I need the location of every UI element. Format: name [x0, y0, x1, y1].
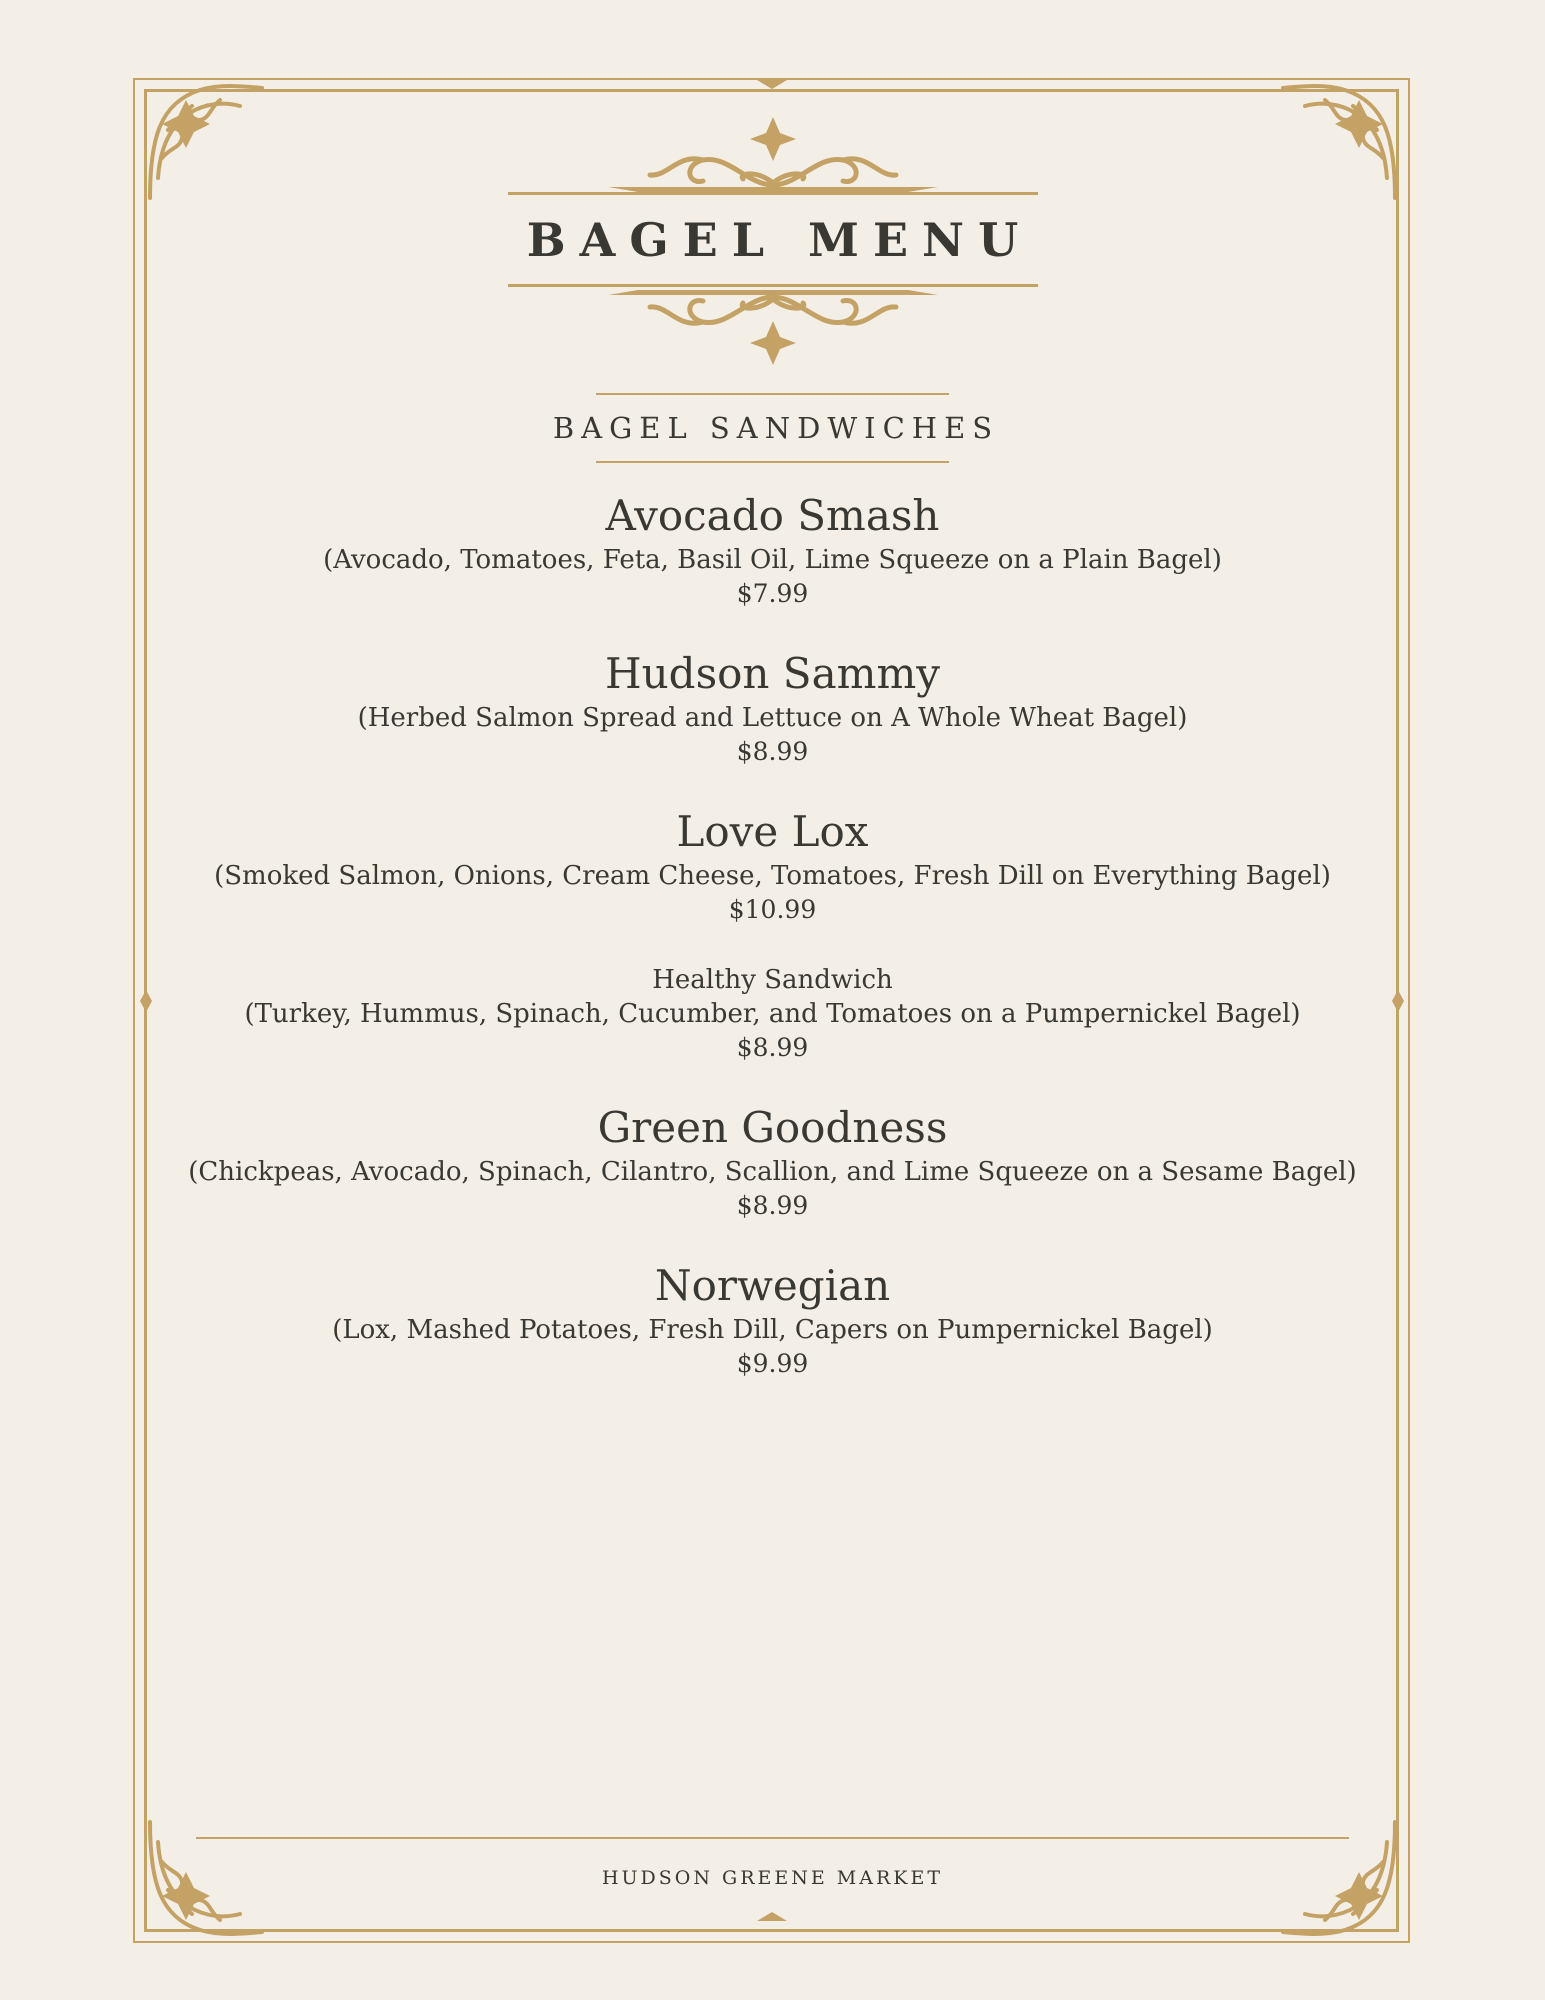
item-price: $9.99 — [736, 1349, 809, 1378]
item-description: (Lox, Mashed Potatoes, Fresh Dill, Capers on Pumpernickel Bagel) — [332, 1315, 1213, 1345]
item-description: (Smoked Salmon, Onions, Cream Cheese, Tomatoes, Fresh Dill on Everything Bagel) — [214, 861, 1331, 891]
menu-item — [180, 647, 1365, 769]
item-price: $7.99 — [736, 579, 809, 608]
section-title: BAGEL SANDWICHES — [552, 411, 1000, 445]
menu-item — [180, 1259, 1365, 1381]
title-top-rule — [508, 192, 1038, 195]
footer-text: HUDSON GREENE MARKET — [601, 1867, 944, 1889]
menu-item — [180, 489, 1365, 611]
section-bottom-rule — [596, 461, 949, 463]
menu-item — [180, 1101, 1365, 1223]
menu-item — [180, 805, 1365, 927]
item-name: Love Lox — [676, 807, 869, 856]
footer-rule — [196, 1837, 1349, 1839]
menu-title: BAGEL MENU — [526, 213, 1033, 267]
edge-notch-icon — [757, 80, 787, 90]
title-ornament-icon — [608, 115, 938, 195]
item-price: $8.99 — [736, 1191, 809, 1220]
section-top-rule — [596, 393, 949, 395]
item-name: Hudson Sammy — [605, 649, 940, 698]
item-price: $8.99 — [736, 737, 809, 766]
item-description: (Turkey, Hummus, Spinach, Cucumber, and Tomatoes on a Pumpernickel Bagel) — [244, 999, 1301, 1029]
menu-items-list — [180, 489, 1365, 1417]
title-ornament-icon — [608, 287, 938, 367]
side-diamond-icon — [140, 990, 152, 1012]
side-diamond-icon — [1392, 990, 1404, 1012]
corner-flourish-icon — [140, 78, 270, 208]
edge-notch-icon — [757, 1911, 787, 1921]
item-name: Healthy Sandwich — [652, 965, 893, 995]
item-price: $10.99 — [728, 895, 817, 924]
item-price: $8.99 — [736, 1033, 809, 1062]
corner-flourish-icon — [1275, 78, 1405, 208]
item-description: (Chickpeas, Avocado, Spinach, Cilantro, Scallion, and Lime Squeeze on a Sesame Bagel) — [188, 1157, 1357, 1187]
menu-item — [180, 963, 1365, 1065]
item-name: Avocado Smash — [605, 491, 940, 540]
item-name: Green Goodness — [597, 1103, 948, 1152]
item-description: (Herbed Salmon Spread and Lettuce on A Whole Wheat Bagel) — [357, 703, 1188, 733]
item-description: (Avocado, Tomatoes, Feta, Basil Oil, Lime Squeeze on a Plain Bagel) — [323, 545, 1222, 575]
item-name: Norwegian — [654, 1261, 891, 1310]
